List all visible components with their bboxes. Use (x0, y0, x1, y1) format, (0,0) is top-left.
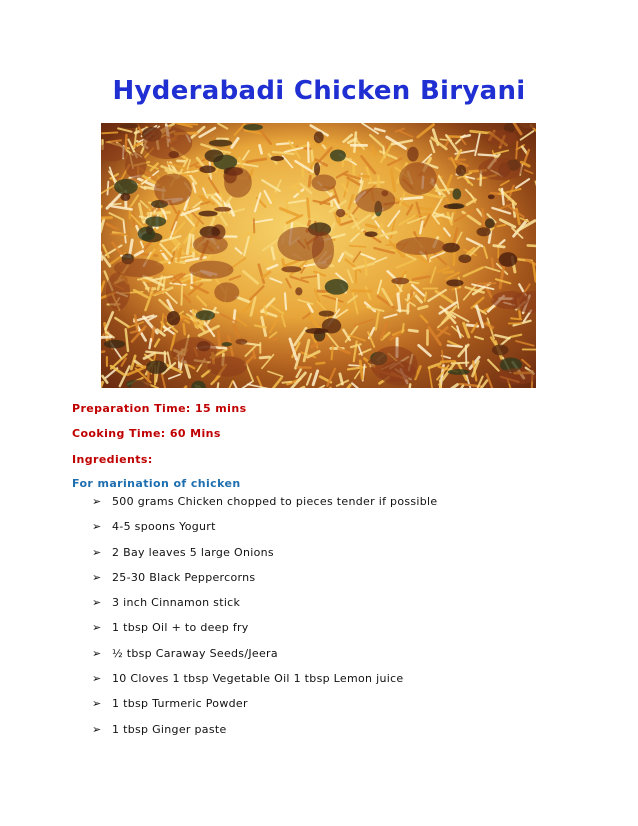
list-item (92, 723, 437, 748)
ingredient-text: 1 tbsp Turmeric Powder (112, 697, 248, 711)
arrow-bullet-icon: ➢ (92, 722, 102, 736)
list-item (92, 495, 437, 520)
ingredient-text: 1 tbsp Oil + to deep fry (112, 621, 249, 635)
prep-time: Preparation Time: 15 mins (72, 402, 247, 415)
list-item (92, 546, 437, 571)
arrow-bullet-icon: ➢ (92, 621, 102, 635)
ingredient-text: 3 inch Cinnamon stick (112, 596, 241, 610)
ingredient-text: 4-5 spoons Yogurt (112, 520, 216, 534)
list-item (92, 697, 437, 722)
arrow-bullet-icon: ➢ (92, 495, 102, 508)
list-item (92, 571, 437, 596)
list-item (92, 596, 437, 621)
biryani-photo (101, 123, 536, 388)
page-title: Hyderabadi Chicken Biryani (112, 76, 526, 106)
biryani-image (101, 123, 536, 388)
arrow-bullet-icon: ➢ (92, 596, 102, 610)
ingredient-text: 2 Bay leaves 5 large Onions (112, 545, 274, 559)
arrow-bullet-icon: ➢ (92, 646, 102, 660)
arrow-bullet-icon: ➢ (92, 520, 102, 534)
arrow-bullet-icon: ➢ (92, 545, 102, 559)
list-item (92, 647, 437, 672)
list-item (92, 520, 437, 545)
marination-heading: For marination of chicken (72, 477, 241, 490)
ingredient-text: 1 tbsp Ginger paste (112, 722, 227, 736)
ingredient-text: 500 grams Chicken chopped to pieces tender if possible (112, 495, 438, 508)
ingredients-heading: Ingredients: (72, 453, 153, 466)
ingredient-list (92, 495, 437, 748)
ingredient-text: 25-30 Black Peppercorns (112, 570, 256, 584)
list-item (92, 621, 437, 646)
ingredient-text: 10 Cloves 1 tbsp Vegetable Oil 1 tbsp Lemon juice (112, 672, 404, 686)
arrow-bullet-icon: ➢ (92, 697, 102, 711)
ingredient-text: ½ tbsp Caraway Seeds/Jeera (112, 646, 278, 660)
arrow-bullet-icon: ➢ (92, 672, 102, 686)
cook-time: Cooking Time: 60 Mins (72, 427, 221, 440)
arrow-bullet-icon: ➢ (92, 570, 102, 584)
list-item (92, 672, 437, 697)
